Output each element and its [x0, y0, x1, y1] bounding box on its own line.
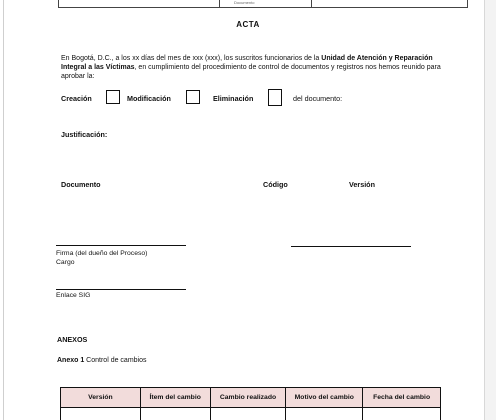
header-motivo: Motivo del cambio	[286, 388, 363, 408]
signature-line-enlace	[56, 289, 186, 290]
column-documento: Documento	[61, 180, 101, 189]
anexos-heading: ANEXOS	[57, 335, 88, 344]
header-fecha: Fecha del cambio	[363, 388, 441, 408]
checkbox-modificacion[interactable]	[186, 90, 200, 104]
change-control-table	[60, 387, 441, 420]
table-row	[61, 408, 441, 420]
checkbox-eliminacion[interactable]	[268, 89, 282, 106]
justificacion-label: Justificación:	[61, 130, 108, 139]
anexo1-caption: Anexo 1 Control de cambios	[57, 357, 147, 364]
header-version: Versión	[61, 388, 141, 408]
signature-line-second	[291, 246, 411, 247]
checkbox-creacion[interactable]	[106, 90, 120, 104]
header-item: Ítem del cambio	[140, 388, 210, 408]
table-header-row	[61, 388, 441, 408]
column-codigo: Código	[263, 180, 288, 189]
intro-paragraph: En Bogotá, D.C., a los xx días del mes de xxx (xxx), los suscritos funcionarios de la Unidad de Atención y Reparación Integral a las Víctimas, en cumplimiento del procedimiento de control de documentos y registros nos hemos reunido para aprobar la:	[61, 55, 441, 80]
signature-owner-text: Firma (del dueño del Proceso) Cargo	[56, 250, 148, 266]
document-title: ACTA	[236, 20, 260, 29]
signature-line-owner	[56, 245, 186, 246]
action-options-row	[0, 89, 496, 107]
header-small-text: Documento	[234, 0, 255, 5]
vertical-scrollbar[interactable]	[484, 0, 496, 420]
unit-name: Unidad de Atención y Reparación Integral a las Víctimas	[61, 55, 433, 71]
signature-enlace-text: Enlace SIG	[56, 292, 91, 299]
header-cambio: Cambio realizado	[210, 388, 286, 408]
option-label-creacion: Creación	[61, 94, 92, 103]
option-suffix: del documento:	[293, 94, 343, 103]
page-left-margin-rule	[3, 0, 4, 420]
column-version: Versión	[349, 180, 375, 189]
header-table-fragment	[58, 0, 468, 8]
option-label-eliminacion: Eliminación	[213, 94, 254, 103]
option-label-modificacion: Modificación	[127, 94, 171, 103]
